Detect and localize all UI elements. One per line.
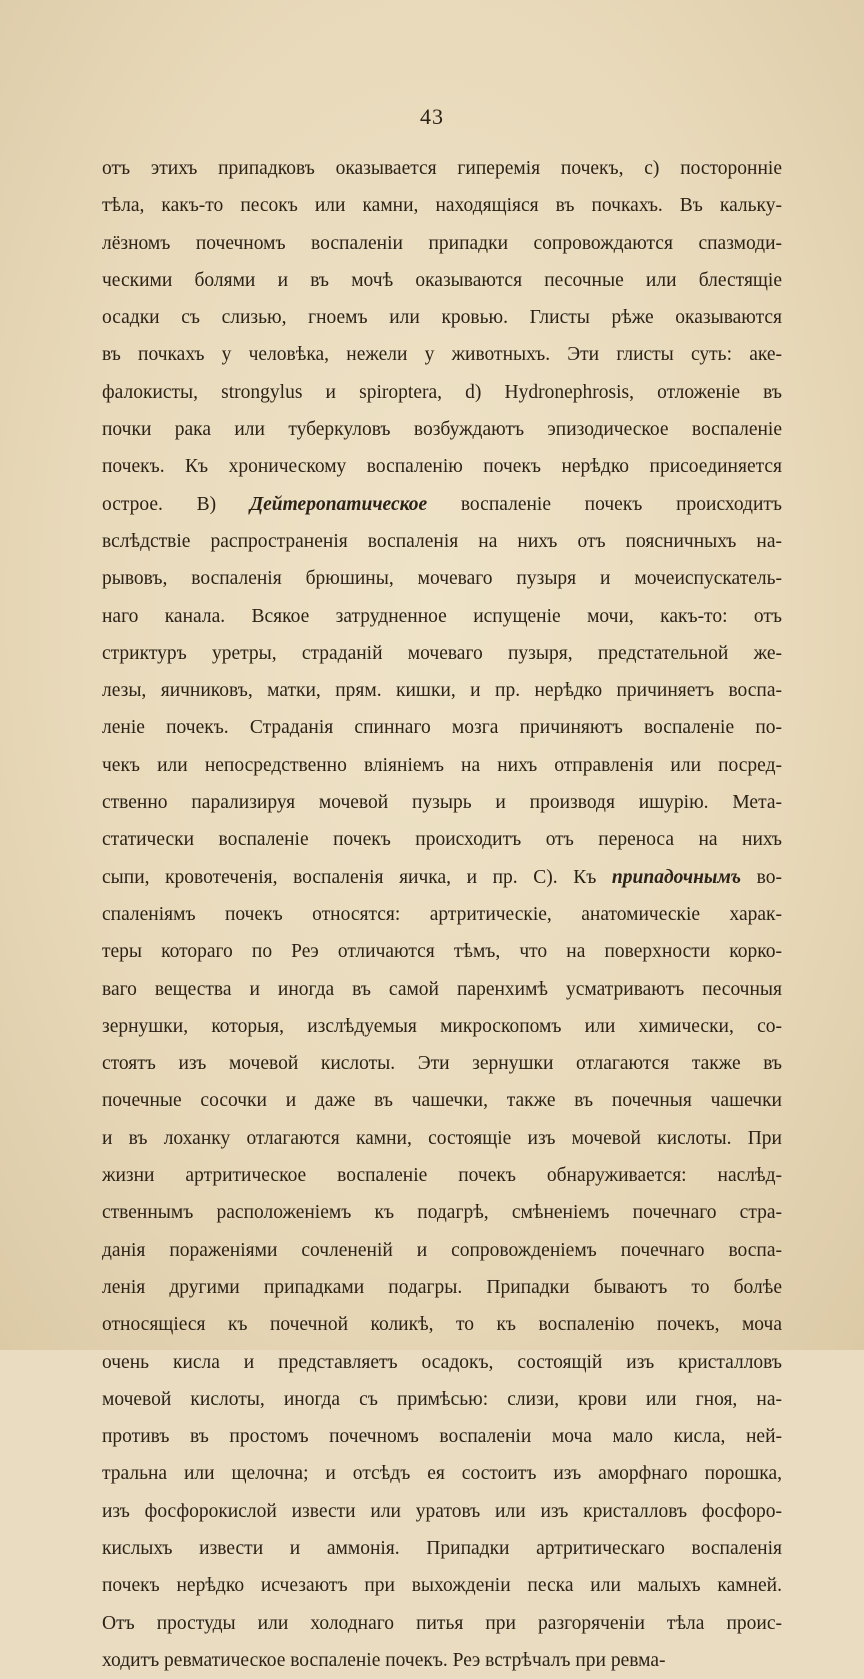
text-line: кислыхъ извести и аммонія. Припадки артритическаго воспаленія — [102, 1537, 782, 1559]
text-line: статически воспаленіе почекъ происходитъ отъ переноса на нихъ — [102, 829, 782, 851]
text-line: почекъ нерѣдко исчезаютъ при выхожденіи песка или малыхъ камней. — [102, 1575, 782, 1597]
text-line: очень кисла и представляетъ осадокъ, состоящій изъ кристалловъ — [102, 1351, 782, 1373]
text-line: теры котораго по Реэ отличаются тѣмъ, что на поверхности корко- — [102, 941, 782, 963]
text-line: жизни артритическое воспаленіе почекъ обнаруживается: наслѣд- — [102, 1165, 782, 1187]
text-line: осадки съ слизью, гноемъ или кровью. Глисты рѣже оказываются — [102, 307, 782, 329]
text-line: почекъ. Къ хроническому воспаленію почекъ нерѣдко присоединяется — [102, 456, 782, 478]
emphasized-term: Дейтеропатическое — [249, 493, 428, 515]
text-line: вслѣдствіе распространенія воспаленія на нихъ отъ поясничныхъ на- — [102, 530, 782, 552]
text-line: отъ этихъ припадковъ оказывается гиперемія почекъ, c) посторонніе — [102, 158, 782, 179]
body-text — [102, 150, 782, 1679]
text-line: лезы, яичниковъ, матки, прям. кишки, и пр. нерѣдко причиняетъ воспа- — [102, 680, 782, 702]
text-line: изъ фосфорокислой извести или уратовъ или изъ кристалловъ фосфоро- — [102, 1500, 782, 1522]
text-line: спаленіямъ почекъ относятся: артритическіе, анатомическіе харак- — [102, 903, 782, 925]
text-line: ческими болями и въ мочѣ оказываются песочные или блестящіе — [102, 269, 782, 291]
text-line: противъ въ простомъ почечномъ воспаленіи моча мало кисла, ней- — [102, 1426, 782, 1448]
text-line: чекъ или непосредственно вліяніемъ на нихъ отправленія или посред- — [102, 754, 782, 776]
emphasized-term: припадочнымъ — [611, 866, 742, 888]
text-line: въ почкахъ у человѣка, нежели у животныхъ. Эти глисты суть: аке- — [102, 344, 782, 366]
text-line: ваго вещества и иногда въ самой паренхимѣ усматриваютъ песочныя — [102, 978, 782, 1000]
text-line: почки рака или туберкуловъ возбуждаютъ эпизодическое воспаленіе — [102, 419, 782, 441]
text-line: мочевой кислоты, иногда съ примѣсью: слизи, крови или гноя, на- — [102, 1388, 782, 1410]
text-line: ственнымъ расположеніемъ къ подагрѣ, смѣненіемъ почечнаго стра- — [102, 1202, 782, 1224]
text-line: ственно парализируя мочевой пузырь и производя ишурію. Мета- — [102, 792, 782, 814]
text-line: и въ лоханку отлагаются камни, состоящіе изъ мочевой кислоты. При — [102, 1127, 782, 1149]
text-line: фалокисты, strongylus и spiroptera, d) Hydronephrosis, отложеніе въ — [102, 381, 782, 403]
text-line: относящіеся къ почечной коликѣ, то къ воспаленію почекъ, моча — [102, 1314, 782, 1336]
text-line: ленія другими припадками подагры. Припадки бываютъ то болѣе — [102, 1276, 782, 1298]
text-line: данія пораженіями сочлененій и сопровожденіемъ почечнаго воспа- — [102, 1239, 782, 1261]
text-line: тральна или щелочна; и отсѣдъ ея состоитъ изъ аморфнаго порошка, — [102, 1463, 782, 1485]
text-line: Отъ простуды или холоднаго питья при разгоряченіи тѣла проис- — [102, 1612, 782, 1634]
text-line: лёзномъ почечномъ воспаленіи припадки сопровождаются спазмоди- — [102, 232, 782, 254]
text-line: сыпи, кровотеченія, воспаленія яичка, и пр. C). Къ припадочнымъ во- — [102, 866, 782, 888]
text-line: рывовъ, воспаленія брюшины, мочеваго пузыря и мочеиспускатель- — [102, 568, 782, 590]
text-line: ходитъ ревматическое воспаленіе почекъ. Реэ встрѣчалъ при ревма- — [102, 1649, 666, 1671]
page-number: 43 — [420, 104, 444, 129]
text-line: острое. B) Дейтеропатическое воспаленіе почекъ происходитъ — [102, 493, 783, 515]
text-line: стриктуръ уретры, страданій мочеваго пузыря, предстательной же- — [102, 642, 782, 664]
text-line: почечные сосочки и даже въ чашечки, также въ почечныя чашечки — [102, 1090, 782, 1112]
text-line: наго канала. Всякое затрудненное испущеніе мочи, какъ-то: отъ — [102, 605, 782, 627]
text-line: стоятъ изъ мочевой кислоты. Эти зернушки отлагаются также въ — [102, 1053, 782, 1075]
text-line: тѣла, какъ-то песокъ или камни, находящіяся въ почкахъ. Въ кальку- — [102, 195, 782, 217]
text-line: леніе почекъ. Страданія спиннаго мозга причиняютъ воспаленіе по- — [102, 717, 782, 739]
text-line: зернушки, которыя, изслѣдуемыя микроскопомъ или химически, со- — [102, 1015, 782, 1037]
